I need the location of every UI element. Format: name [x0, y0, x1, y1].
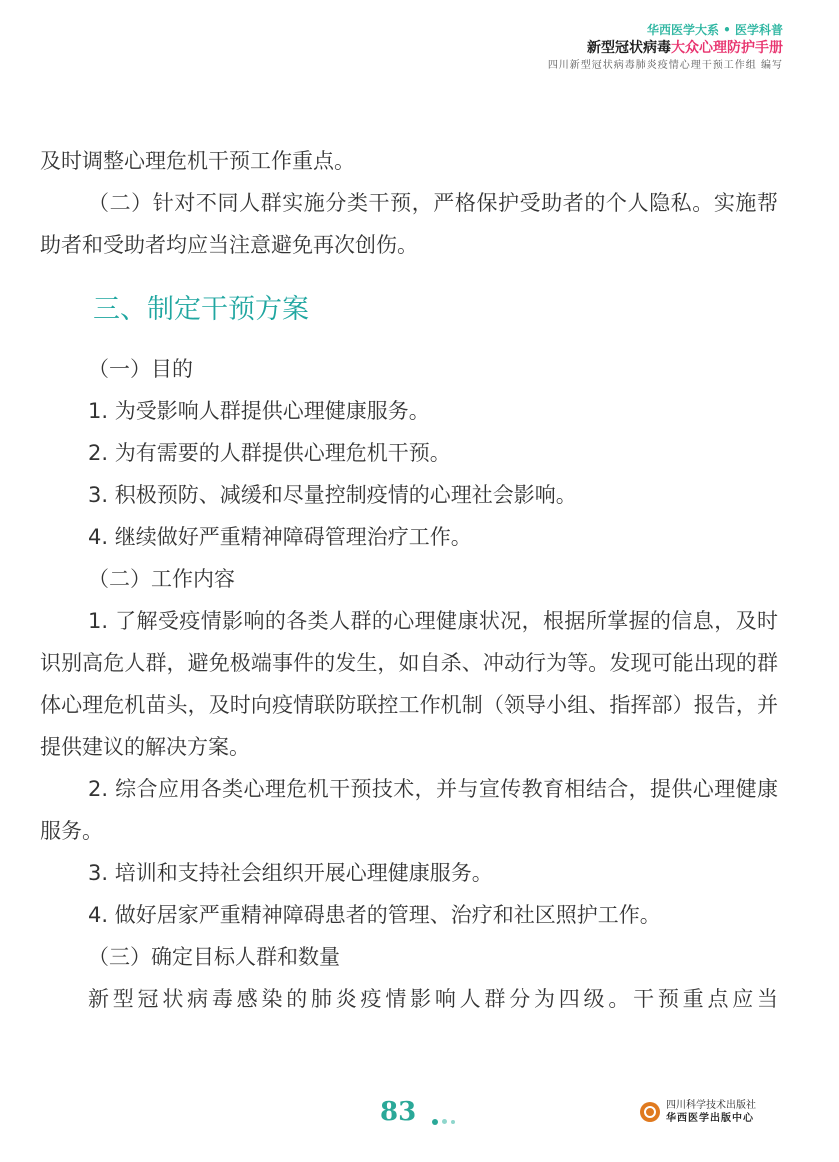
page-number: 83	[380, 1097, 417, 1127]
series-title: 华西医学大系 • 医学科普	[646, 23, 783, 37]
section-heading: 三、制定干预方案	[93, 294, 309, 325]
paragraph: 及时调整心理危机干预工作重点。	[40, 149, 355, 173]
subheading: （三）确定目标人群和数量	[88, 945, 340, 969]
list-item: 2. 为有需要的人群提供心理危机干预。	[88, 441, 451, 465]
publisher-block	[640, 1099, 756, 1125]
list-item: 4. 继续做好严重精神障碍管理治疗工作。	[88, 525, 472, 549]
publisher-logo-icon	[640, 1102, 660, 1122]
decorative-dots	[432, 1111, 459, 1130]
paragraph: 新型冠状病毒感染的肺炎疫情影响人群分为四级。干预重点应当	[88, 987, 778, 1011]
book-title-black: 新型冠状病毒	[587, 40, 671, 56]
list-item: 3. 培训和支持社会组织开展心理健康服务。	[88, 861, 493, 885]
book-title-pink: 大众心理防护手册	[671, 40, 783, 56]
list-item: 1. 为受影响人群提供心理健康服务。	[88, 399, 430, 423]
author-credit: 四川新型冠状病毒肺炎疫情心理干预工作组 编写	[547, 60, 783, 71]
subheading: （二）工作内容	[88, 567, 235, 591]
page-header	[548, 22, 783, 74]
list-item: 1. 了解受疫情影响的各类人群的心理健康状况，根据所掌握的信息，及时识别高危人群，避免极端事件的发生，如自杀、冲动行为等。发现可能出现的群体心理危机苗头，及时向疫情联防联控工作机制（领导小组、指挥部）报告，并提供建议的解决方案。	[40, 609, 778, 759]
list-item: 2. 综合应用各类心理危机干预技术，并与宣传教育相结合，提供心理健康服务。	[40, 777, 778, 843]
subheading: （一）目的	[88, 357, 193, 381]
book-title	[548, 38, 783, 58]
publisher-center: 华西医学出版中心	[666, 1113, 754, 1124]
publisher-name: 四川科学技术出版社	[666, 1100, 756, 1111]
page-body	[40, 140, 778, 1020]
list-item: 3. 积极预防、减缓和尽量控制疫情的心理社会影响。	[88, 483, 577, 507]
paragraph: （二）针对不同人群实施分类干预，严格保护受助者的个人隐私。实施帮助者和受助者均应当注意避免再次创伤。	[40, 191, 778, 257]
list-item: 4. 做好居家严重精神障碍患者的管理、治疗和社区照护工作。	[88, 903, 661, 927]
